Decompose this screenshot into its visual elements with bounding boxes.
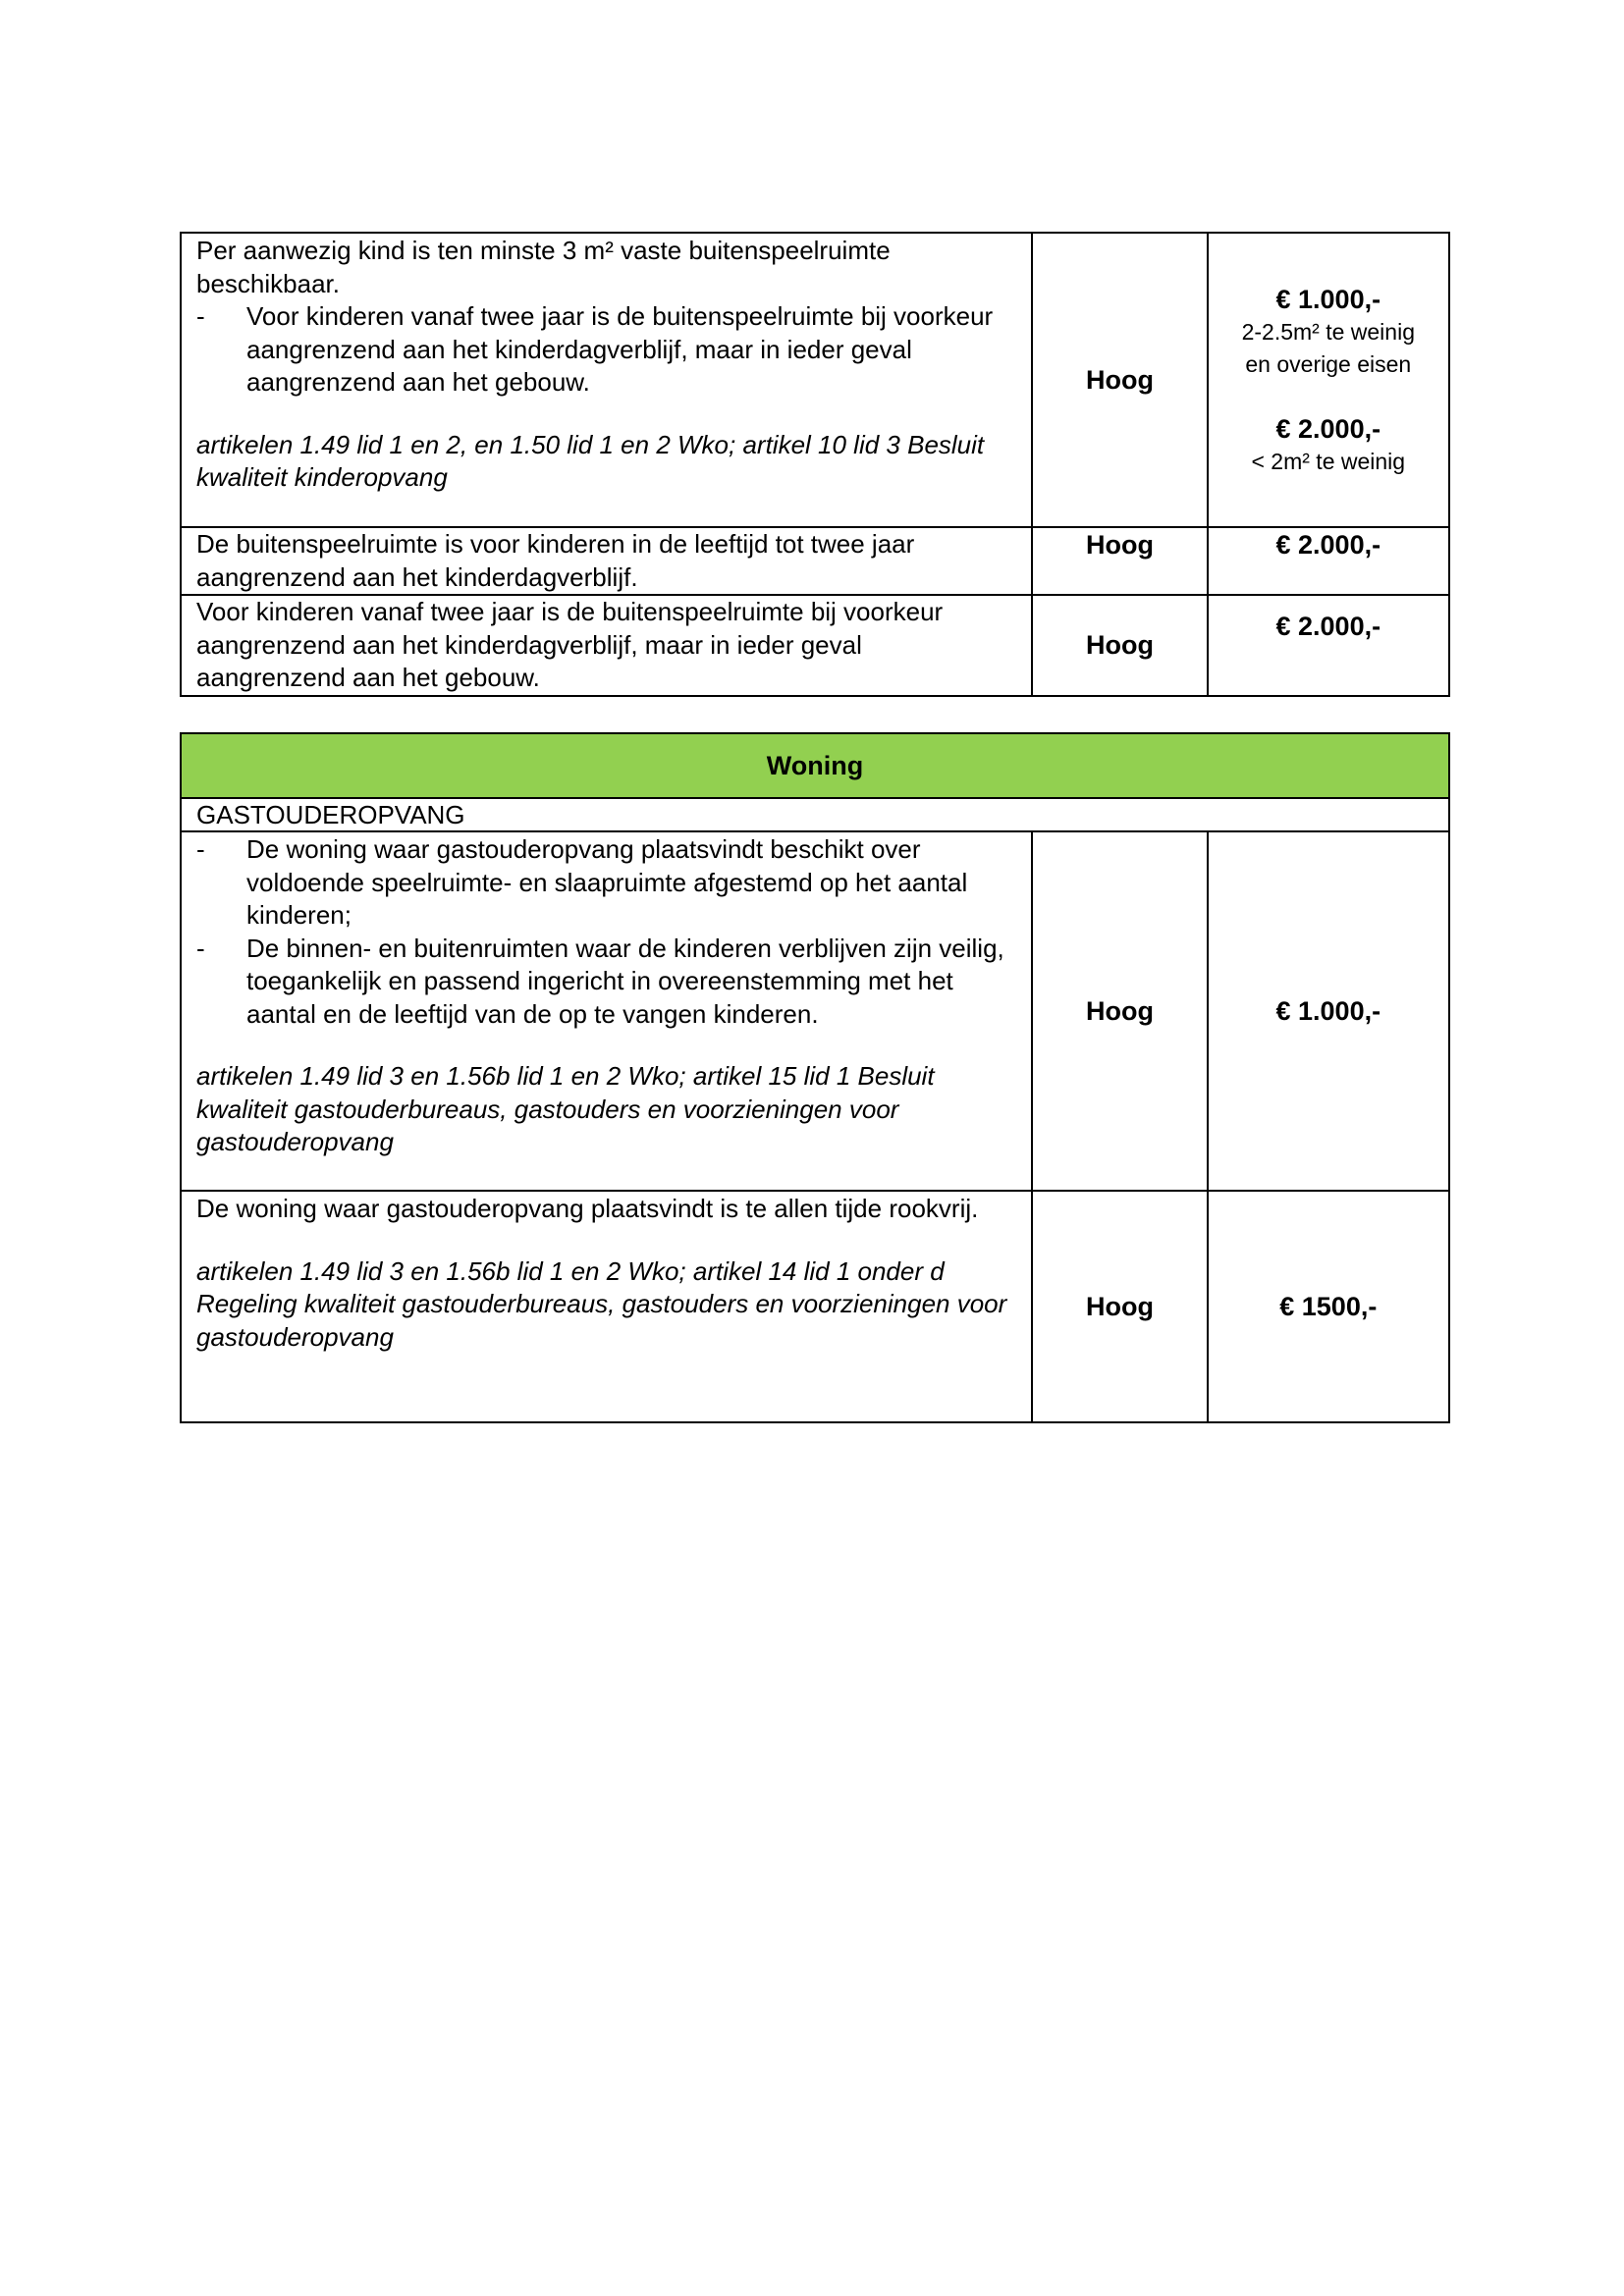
section-header: Woning — [181, 733, 1449, 798]
table-row — [181, 233, 1449, 527]
bullet-text: De binnen- en buitenruimten waar de kinderen verblijven zijn veilig, toegankelijk en passend ingericht in overeenstemming met het aantal en de leeftijd van de op te vangen kinderen. — [246, 933, 1004, 1029]
risk-cell: Hoog — [1032, 595, 1207, 696]
penalty-note: en overige eisen — [1245, 350, 1412, 377]
subheader-row — [181, 798, 1449, 831]
bullet-text: De woning waar gastouderopvang plaatsvindt beschikt over voldoende speelruimte- en slaapruimte afgestemd op het aantal kinderen; — [246, 834, 968, 930]
requirement-text: De buitenspeelruimte is voor kinderen in de leeftijd tot twee jaar aangrenzend aan het kinderdagverblijf. — [196, 529, 915, 592]
penalty-cell — [1208, 233, 1449, 527]
requirement-text: Voor kinderen vanaf twee jaar is de buitenspeelruimte bij voorkeur aangrenzend aan het kinderdagverblijf, maar in ieder geval aangrenzend aan het gebouw. — [196, 597, 944, 692]
bullet-dash: - — [196, 933, 205, 963]
section-subheader: GASTOUDEROPVANG — [181, 798, 1449, 831]
requirements-table-home — [180, 732, 1450, 1423]
requirement-cell — [181, 831, 1032, 1191]
bullet-dash: - — [196, 301, 205, 331]
requirement-text: De woning waar gastouderopvang plaatsvindt is te allen tijde rookvrij. — [196, 1194, 979, 1223]
bullet-text: Voor kinderen vanaf twee jaar is de buitenspeelruimte bij voorkeur aangrenzend aan het kinderdagverblijf, maar in ieder geval aangrenzend aan het gebouw. — [246, 301, 994, 397]
penalty-amount: € 1.000,- — [1275, 284, 1381, 314]
requirement-cell — [181, 595, 1032, 696]
penalty-note: 2-2.5m² te weinig — [1241, 318, 1415, 345]
penalty-cell: € 1500,- — [1208, 1191, 1449, 1422]
penalty-cell: € 1.000,- — [1208, 831, 1449, 1191]
requirement-text: Per aanwezig kind is ten minste 3 m² vaste buitenspeelruimte beschikbaar. — [196, 236, 891, 298]
bullet-item — [196, 933, 1017, 1032]
table-row — [181, 527, 1449, 595]
table-row — [181, 1191, 1449, 1422]
risk-cell: Hoog — [1032, 233, 1207, 527]
requirement-cell — [181, 1191, 1032, 1422]
table-row — [181, 595, 1449, 696]
penalty-amount: € 2.000,- — [1275, 413, 1381, 444]
bullet-dash: - — [196, 834, 205, 864]
bullet-item — [196, 833, 1017, 933]
legal-reference: artikelen 1.49 lid 3 en 1.56b lid 1 en 2 Wko; artikel 14 lid 1 onder d Regeling kwaliteit gastouderbureaus, gastouders en voorzieningen voor gastouderopvang — [196, 1255, 1007, 1352]
requirement-cell — [181, 233, 1032, 527]
penalty-note: < 2m² te weinig — [1251, 448, 1406, 474]
bullet-item — [196, 300, 1017, 400]
legal-reference: artikelen 1.49 lid 1 en 2, en 1.50 lid 1 en 2 Wko; artikel 10 lid 3 Besluit kwaliteit kinderopvang — [196, 429, 985, 492]
risk-cell: Hoog — [1032, 527, 1207, 595]
penalty-cell: € 2.000,- — [1208, 595, 1449, 696]
requirements-table-outdoor-play — [180, 232, 1450, 697]
table-row — [181, 831, 1449, 1191]
legal-reference: artikelen 1.49 lid 3 en 1.56b lid 1 en 2 Wko; artikel 15 lid 1 Besluit kwaliteit gastouderbureaus, gastouders en voorzieningen voor gastouderopvang — [196, 1061, 935, 1156]
risk-cell: Hoog — [1032, 1191, 1207, 1422]
penalty-cell: € 2.000,- — [1208, 527, 1449, 595]
risk-cell: Hoog — [1032, 831, 1207, 1191]
requirement-cell — [181, 527, 1032, 595]
section-header-row — [181, 733, 1449, 798]
